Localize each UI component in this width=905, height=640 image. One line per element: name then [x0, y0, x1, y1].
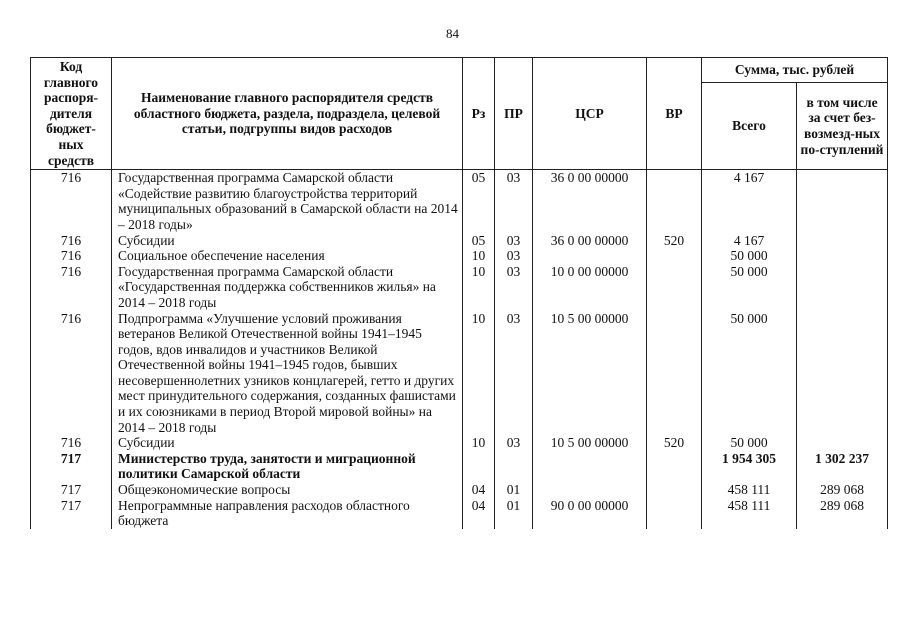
cell-incl — [797, 311, 888, 436]
cell-vr — [647, 248, 702, 264]
cell-csr: 10 5 00 00000 — [533, 435, 647, 451]
cell-incl: 289 068 — [797, 498, 888, 529]
table-row — [31, 170, 888, 233]
cell-total: 458 111 — [702, 482, 797, 498]
cell-rz: 05 — [463, 233, 495, 249]
cell-rz: 05 — [463, 170, 495, 233]
cell-name: Министерство труда, занятости и миграционной политики Самарской области — [112, 451, 463, 482]
cell-name: Субсидии — [112, 233, 463, 249]
cell-vr — [647, 451, 702, 482]
header-total: Всего — [702, 82, 797, 169]
cell-incl — [797, 248, 888, 264]
table-row — [31, 435, 888, 451]
cell-csr: 10 5 00 00000 — [533, 311, 647, 436]
cell-code: 716 — [31, 435, 112, 451]
cell-vr: 520 — [647, 435, 702, 451]
header-vr: ВР — [647, 58, 702, 170]
cell-code: 717 — [31, 498, 112, 529]
cell-rz: 04 — [463, 482, 495, 498]
cell-name: Подпрограмма «Улучшение условий проживания ветеранов Великой Отечественной войны 1941–1945 годов, вдов инвалидов и участников Великой Отечественной войны 1941–1945 годов, бывших несовершеннолетних узников концлагерей, гетто и других мест принудительного содержания, созданных фашистами и их союзниками в период Второй мировой войны» на 2014 – 2018 годы — [112, 311, 463, 436]
cell-vr — [647, 311, 702, 436]
cell-csr — [533, 482, 647, 498]
cell-code: 716 — [31, 264, 112, 311]
cell-total: 4 167 — [702, 233, 797, 249]
header-code: Код главного распоря-дителя бюджет-ных средств — [31, 58, 112, 170]
cell-incl — [797, 170, 888, 233]
cell-total: 458 111 — [702, 498, 797, 529]
cell-pr: 03 — [495, 233, 533, 249]
cell-vr — [647, 482, 702, 498]
cell-csr: 90 0 00 00000 — [533, 498, 647, 529]
budget-table — [30, 57, 888, 529]
cell-total: 50 000 — [702, 435, 797, 451]
cell-rz — [463, 451, 495, 482]
cell-vr — [647, 264, 702, 311]
cell-vr — [647, 170, 702, 233]
cell-total: 4 167 — [702, 170, 797, 233]
header-incl: в том числе за счет без-возмезд-ных по-ступлений — [797, 82, 888, 169]
cell-code: 717 — [31, 451, 112, 482]
table-row — [31, 311, 888, 436]
cell-pr: 01 — [495, 482, 533, 498]
header-rz: Рз — [463, 58, 495, 170]
table-row — [31, 264, 888, 311]
cell-rz: 10 — [463, 248, 495, 264]
cell-csr — [533, 451, 647, 482]
cell-total: 50 000 — [702, 264, 797, 311]
header-name: Наименование главного распорядителя средств областного бюджета, раздела, подраздела, целевой статьи, подгруппы видов расходов — [112, 58, 463, 170]
page-number: 84 — [446, 26, 459, 41]
cell-rz: 10 — [463, 311, 495, 436]
budget-table-container — [30, 57, 887, 529]
cell-pr — [495, 451, 533, 482]
cell-code: 716 — [31, 248, 112, 264]
cell-pr: 03 — [495, 311, 533, 436]
cell-pr: 03 — [495, 264, 533, 311]
cell-code: 716 — [31, 233, 112, 249]
cell-incl — [797, 233, 888, 249]
table-row — [31, 482, 888, 498]
cell-incl — [797, 435, 888, 451]
cell-name: Государственная программа Самарской области «Содействие развитию благоустройства территорий муниципальных образований в Самарской области на 2014 – 2018 годы» — [112, 170, 463, 233]
cell-total: 50 000 — [702, 311, 797, 436]
cell-code: 717 — [31, 482, 112, 498]
cell-name: Социальное обеспечение населения — [112, 248, 463, 264]
cell-vr: 520 — [647, 233, 702, 249]
cell-rz: 10 — [463, 435, 495, 451]
table-row — [31, 233, 888, 249]
cell-code: 716 — [31, 311, 112, 436]
cell-code: 716 — [31, 170, 112, 233]
cell-pr: 03 — [495, 170, 533, 233]
cell-rz: 10 — [463, 264, 495, 311]
cell-csr: 10 0 00 00000 — [533, 264, 647, 311]
cell-csr: 36 0 00 00000 — [533, 233, 647, 249]
table-row — [31, 248, 888, 264]
cell-pr: 01 — [495, 498, 533, 529]
cell-rz: 04 — [463, 498, 495, 529]
cell-total: 1 954 305 — [702, 451, 797, 482]
cell-name: Общеэкономические вопросы — [112, 482, 463, 498]
cell-name: Субсидии — [112, 435, 463, 451]
cell-total: 50 000 — [702, 248, 797, 264]
cell-incl — [797, 264, 888, 311]
cell-pr: 03 — [495, 435, 533, 451]
cell-csr — [533, 248, 647, 264]
table-row — [31, 451, 888, 482]
table-body — [31, 170, 888, 529]
table-header — [31, 58, 888, 170]
table-row — [31, 498, 888, 529]
cell-vr — [647, 498, 702, 529]
header-csr: ЦСР — [533, 58, 647, 170]
cell-csr: 36 0 00 00000 — [533, 170, 647, 233]
cell-pr: 03 — [495, 248, 533, 264]
header-pr: ПР — [495, 58, 533, 170]
cell-incl: 1 302 237 — [797, 451, 888, 482]
cell-incl: 289 068 — [797, 482, 888, 498]
cell-name: Государственная программа Самарской области «Государственная поддержка собственников жилья» на 2014 – 2018 годы — [112, 264, 463, 311]
cell-name: Непрограммные направления расходов областного бюджета — [112, 498, 463, 529]
header-sum-group: Сумма, тыс. рублей — [702, 58, 888, 83]
